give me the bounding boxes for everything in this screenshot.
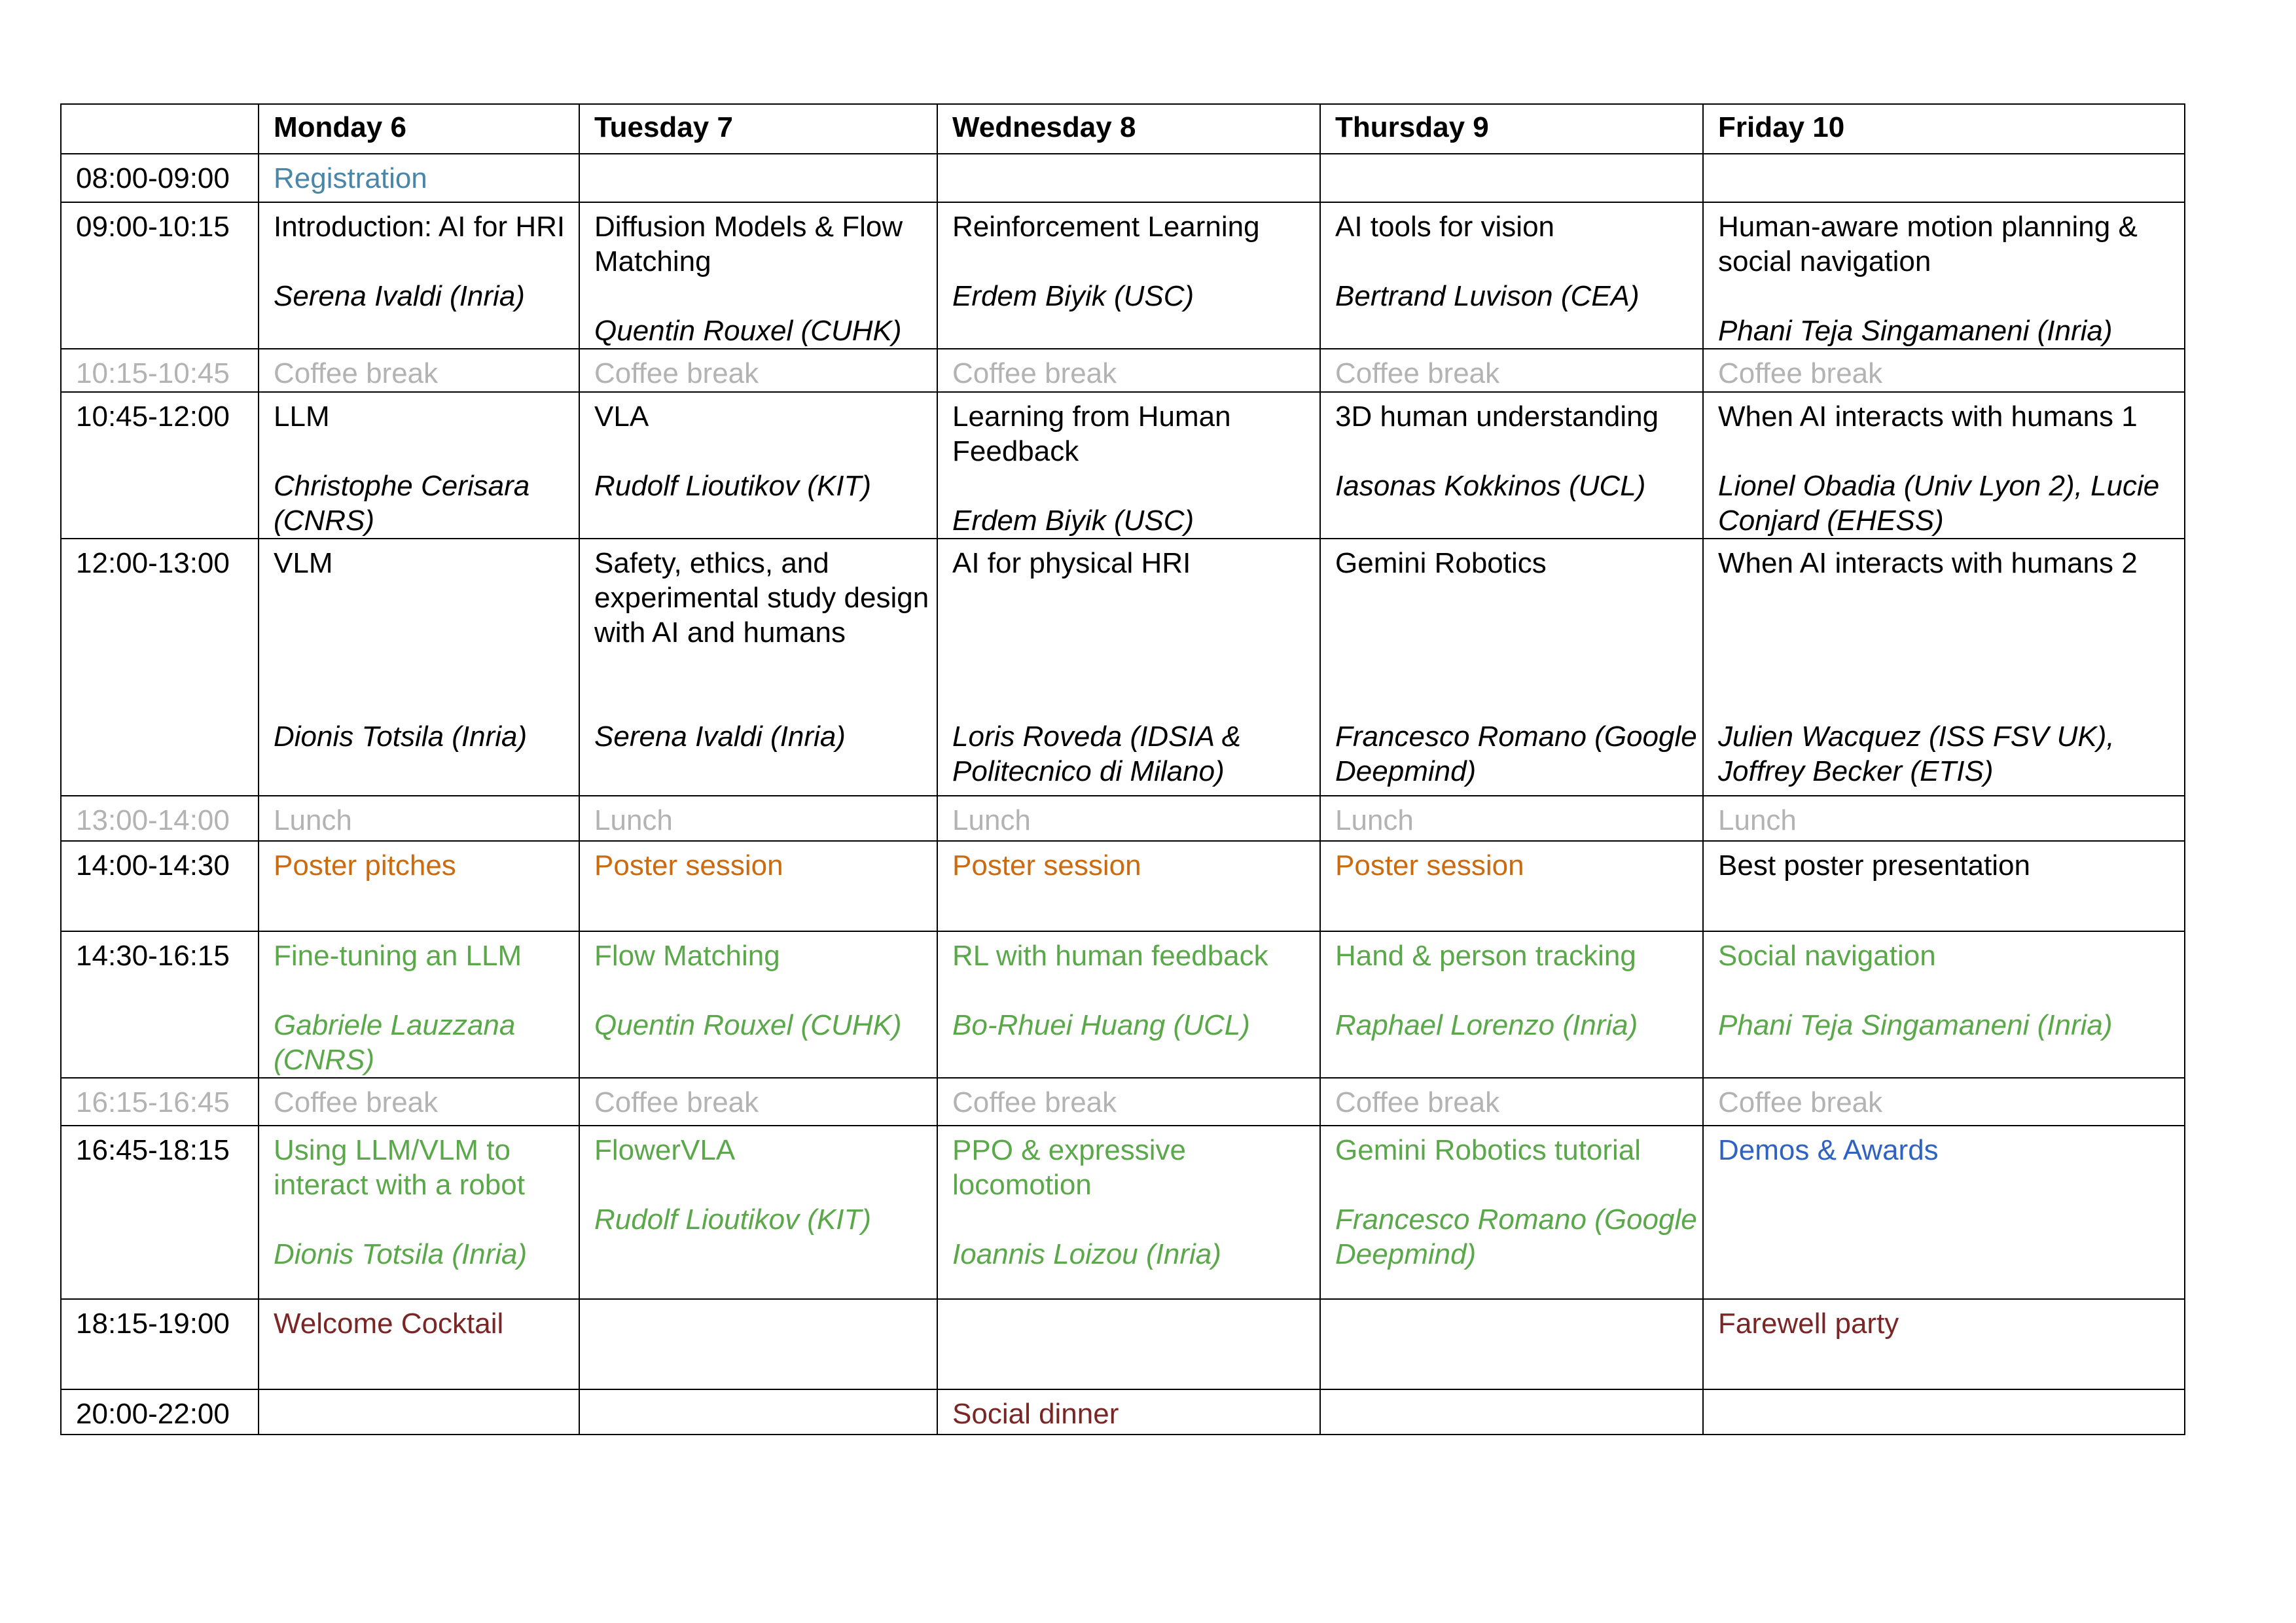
schedule-row bbox=[61, 1126, 2185, 1299]
session-speaker: Bertrand Luvison (CEA) bbox=[1335, 280, 1640, 312]
schedule-row bbox=[61, 1078, 2185, 1126]
session-cell bbox=[1703, 1389, 2185, 1435]
session-speaker: Rudolf Lioutikov (KIT) bbox=[594, 1204, 872, 1236]
session-speaker: Raphael Lorenzo (Inria) bbox=[1335, 1009, 1638, 1041]
session-cell bbox=[579, 1389, 937, 1435]
time-slot: 14:30-16:15 bbox=[61, 931, 259, 1078]
session-cell bbox=[579, 349, 937, 392]
session-speaker: Phani Teja Singamaneni (Inria) bbox=[1718, 1009, 2113, 1041]
session-speaker: Julien Wacquez (ISS FSV UK), Joffrey Becker (ETIS) bbox=[1718, 721, 2115, 787]
session-cell bbox=[259, 1078, 579, 1126]
session-cell bbox=[937, 841, 1320, 931]
session-cell bbox=[1320, 1078, 1703, 1126]
header-row bbox=[61, 104, 2185, 154]
session-cell bbox=[1703, 349, 2185, 392]
session-speaker: Loris Roveda (IDSIA & Politecnico di Milano) bbox=[952, 721, 1241, 787]
session-title: Coffee break bbox=[1718, 1086, 1883, 1118]
day-header: Tuesday 7 bbox=[579, 104, 937, 154]
session-cell bbox=[259, 202, 579, 349]
session-title: Coffee break bbox=[594, 357, 759, 389]
session-cell bbox=[937, 796, 1320, 841]
session-title: Best poster presentation bbox=[1718, 849, 2030, 882]
schedule-row bbox=[61, 154, 2185, 202]
session-cell bbox=[1320, 841, 1703, 931]
session-cell bbox=[1320, 931, 1703, 1078]
session-cell bbox=[579, 796, 937, 841]
session-cell bbox=[259, 931, 579, 1078]
session-cell bbox=[259, 349, 579, 392]
session-title: Reinforcement Learning bbox=[952, 211, 1260, 243]
session-speaker: Phani Teja Singamaneni (Inria) bbox=[1718, 315, 2113, 347]
session-title: LLM bbox=[274, 401, 330, 433]
session-title: FlowerVLA bbox=[594, 1134, 736, 1166]
session-cell bbox=[579, 1078, 937, 1126]
session-speaker: Francesco Romano (Google Deepmind) bbox=[1335, 1204, 1697, 1270]
day-header: Monday 6 bbox=[259, 104, 579, 154]
session-cell bbox=[937, 154, 1320, 202]
session-speaker: Ioannis Loizou (Inria) bbox=[952, 1238, 1221, 1270]
session-cell bbox=[1320, 539, 1703, 796]
session-cell bbox=[1320, 392, 1703, 539]
session-title: Coffee break bbox=[1718, 357, 1883, 389]
session-speaker: Dionis Totsila (Inria) bbox=[274, 721, 528, 753]
corner-cell bbox=[61, 104, 259, 154]
session-title: Lunch bbox=[594, 804, 673, 836]
session-cell bbox=[259, 1126, 579, 1299]
session-cell bbox=[1703, 202, 2185, 349]
session-cell bbox=[259, 1299, 579, 1389]
session-title: Poster session bbox=[1335, 849, 1524, 882]
session-title: Fine-tuning an LLM bbox=[274, 940, 522, 972]
session-cell bbox=[579, 931, 937, 1078]
session-title: Hand & person tracking bbox=[1335, 940, 1636, 972]
session-title: Coffee break bbox=[952, 357, 1117, 389]
session-cell bbox=[579, 154, 937, 202]
session-cell bbox=[1703, 539, 2185, 796]
session-title: Coffee break bbox=[274, 1086, 439, 1118]
session-title: VLA bbox=[594, 401, 649, 433]
session-cell bbox=[259, 1389, 579, 1435]
schedule-row bbox=[61, 539, 2185, 796]
session-cell bbox=[1320, 349, 1703, 392]
schedule-row bbox=[61, 931, 2185, 1078]
session-speaker: Serena Ivaldi (Inria) bbox=[274, 280, 525, 312]
session-cell bbox=[937, 349, 1320, 392]
session-cell bbox=[937, 1126, 1320, 1299]
time-slot: 09:00-10:15 bbox=[61, 202, 259, 349]
session-speaker: Erdem Biyik (USC) bbox=[952, 505, 1194, 537]
session-speaker: Christophe Cerisara (CNRS) bbox=[274, 470, 530, 537]
session-cell bbox=[1320, 154, 1703, 202]
session-cell bbox=[1703, 931, 2185, 1078]
session-cell bbox=[579, 392, 937, 539]
session-speaker: Bo-Rhuei Huang (UCL) bbox=[952, 1009, 1250, 1041]
session-title: Social navigation bbox=[1718, 940, 1936, 972]
session-title: Welcome Cocktail bbox=[274, 1308, 504, 1340]
session-cell bbox=[937, 539, 1320, 796]
session-title: RL with human feedback bbox=[952, 940, 1268, 972]
session-cell bbox=[1320, 1126, 1703, 1299]
session-cell bbox=[579, 1299, 937, 1389]
session-speaker: Serena Ivaldi (Inria) bbox=[594, 721, 846, 753]
session-title: Coffee break bbox=[594, 1086, 759, 1118]
session-title: Coffee break bbox=[1335, 357, 1500, 389]
session-title: VLM bbox=[274, 547, 333, 579]
time-slot: 20:00-22:00 bbox=[61, 1389, 259, 1435]
session-title: Lunch bbox=[274, 804, 352, 836]
session-title: Coffee break bbox=[952, 1086, 1117, 1118]
time-slot: 08:00-09:00 bbox=[61, 154, 259, 202]
session-title: Demos & Awards bbox=[1718, 1134, 1939, 1166]
session-cell bbox=[1320, 1299, 1703, 1389]
session-title: Diffusion Models & Flow Matching bbox=[594, 211, 903, 277]
session-cell bbox=[259, 841, 579, 931]
session-cell bbox=[1703, 154, 2185, 202]
session-cell bbox=[1703, 796, 2185, 841]
session-title: Coffee break bbox=[1335, 1086, 1500, 1118]
time-slot: 16:45-18:15 bbox=[61, 1126, 259, 1299]
session-cell bbox=[579, 1126, 937, 1299]
schedule-row bbox=[61, 796, 2185, 841]
session-title: Poster session bbox=[594, 849, 783, 882]
time-slot: 18:15-19:00 bbox=[61, 1299, 259, 1389]
session-cell bbox=[937, 1078, 1320, 1126]
session-cell bbox=[259, 392, 579, 539]
session-cell bbox=[937, 202, 1320, 349]
session-title: When AI interacts with humans 2 bbox=[1718, 547, 2138, 579]
session-cell bbox=[1703, 1299, 2185, 1389]
session-title: Lunch bbox=[952, 804, 1031, 836]
session-speaker: Quentin Rouxel (CUHK) bbox=[594, 315, 902, 347]
session-title: Human-aware motion planning & social navigation bbox=[1718, 211, 2138, 277]
schedule-row bbox=[61, 349, 2185, 392]
session-title: Learning from Human Feedback bbox=[952, 401, 1231, 467]
time-slot: 13:00-14:00 bbox=[61, 796, 259, 841]
schedule-row bbox=[61, 841, 2185, 931]
session-title: AI for physical HRI bbox=[952, 547, 1191, 579]
session-cell bbox=[1703, 1126, 2185, 1299]
session-cell bbox=[579, 539, 937, 796]
session-speaker: Rudolf Lioutikov (KIT) bbox=[594, 470, 872, 502]
time-slot: 12:00-13:00 bbox=[61, 539, 259, 796]
session-cell bbox=[937, 1389, 1320, 1435]
session-cell bbox=[1703, 841, 2185, 931]
session-cell bbox=[259, 154, 579, 202]
session-cell bbox=[259, 539, 579, 796]
session-speaker: Lionel Obadia (Univ Lyon 2), Lucie Conjard (EHESS) bbox=[1718, 470, 2160, 537]
session-title: Registration bbox=[274, 162, 427, 194]
session-speaker: Quentin Rouxel (CUHK) bbox=[594, 1009, 902, 1041]
session-title: 3D human understanding bbox=[1335, 401, 1659, 433]
schedule-body bbox=[61, 154, 2185, 1435]
time-slot: 16:15-16:45 bbox=[61, 1078, 259, 1126]
session-title: Gemini Robotics tutorial bbox=[1335, 1134, 1641, 1166]
session-cell bbox=[579, 841, 937, 931]
time-slot: 14:00-14:30 bbox=[61, 841, 259, 931]
session-cell bbox=[1703, 392, 2185, 539]
day-header: Friday 10 bbox=[1703, 104, 2185, 154]
day-header: Thursday 9 bbox=[1320, 104, 1703, 154]
session-title: PPO & expressive locomotion bbox=[952, 1134, 1187, 1201]
session-cell bbox=[1703, 1078, 2185, 1126]
time-slot: 10:45-12:00 bbox=[61, 392, 259, 539]
day-header: Wednesday 8 bbox=[937, 104, 1320, 154]
session-title: Poster pitches bbox=[274, 849, 456, 882]
session-title: Coffee break bbox=[274, 357, 439, 389]
session-title: Farewell party bbox=[1718, 1308, 1899, 1340]
session-speaker: Erdem Biyik (USC) bbox=[952, 280, 1194, 312]
session-speaker: Iasonas Kokkinos (UCL) bbox=[1335, 470, 1646, 502]
session-cell bbox=[259, 796, 579, 841]
session-cell bbox=[1320, 1389, 1703, 1435]
schedule-table bbox=[60, 103, 2185, 1435]
session-title: Social dinner bbox=[952, 1398, 1119, 1430]
session-title: Using LLM/VLM to interact with a robot bbox=[274, 1134, 525, 1201]
session-cell bbox=[937, 931, 1320, 1078]
schedule-row bbox=[61, 1299, 2185, 1389]
session-title: Safety, ethics, and experimental study design with AI and humans bbox=[594, 547, 929, 649]
session-speaker: Francesco Romano (Google Deepmind) bbox=[1335, 721, 1697, 787]
session-cell bbox=[937, 392, 1320, 539]
session-title: Lunch bbox=[1718, 804, 1797, 836]
session-cell bbox=[579, 202, 937, 349]
session-title: AI tools for vision bbox=[1335, 211, 1555, 243]
session-speaker: Gabriele Lauzzana (CNRS) bbox=[274, 1009, 516, 1076]
session-speaker: Dionis Totsila (Inria) bbox=[274, 1238, 528, 1270]
session-title: Lunch bbox=[1335, 804, 1414, 836]
session-cell bbox=[937, 1299, 1320, 1389]
time-slot: 10:15-10:45 bbox=[61, 349, 259, 392]
session-cell bbox=[1320, 796, 1703, 841]
schedule-row bbox=[61, 202, 2185, 349]
schedule-row bbox=[61, 1389, 2185, 1435]
schedule-row bbox=[61, 392, 2185, 539]
session-title: Introduction: AI for HRI bbox=[274, 211, 565, 243]
session-title: Poster session bbox=[952, 849, 1141, 882]
session-cell bbox=[1320, 202, 1703, 349]
session-title: Flow Matching bbox=[594, 940, 780, 972]
session-title: When AI interacts with humans 1 bbox=[1718, 401, 2138, 433]
session-title: Gemini Robotics bbox=[1335, 547, 1547, 579]
